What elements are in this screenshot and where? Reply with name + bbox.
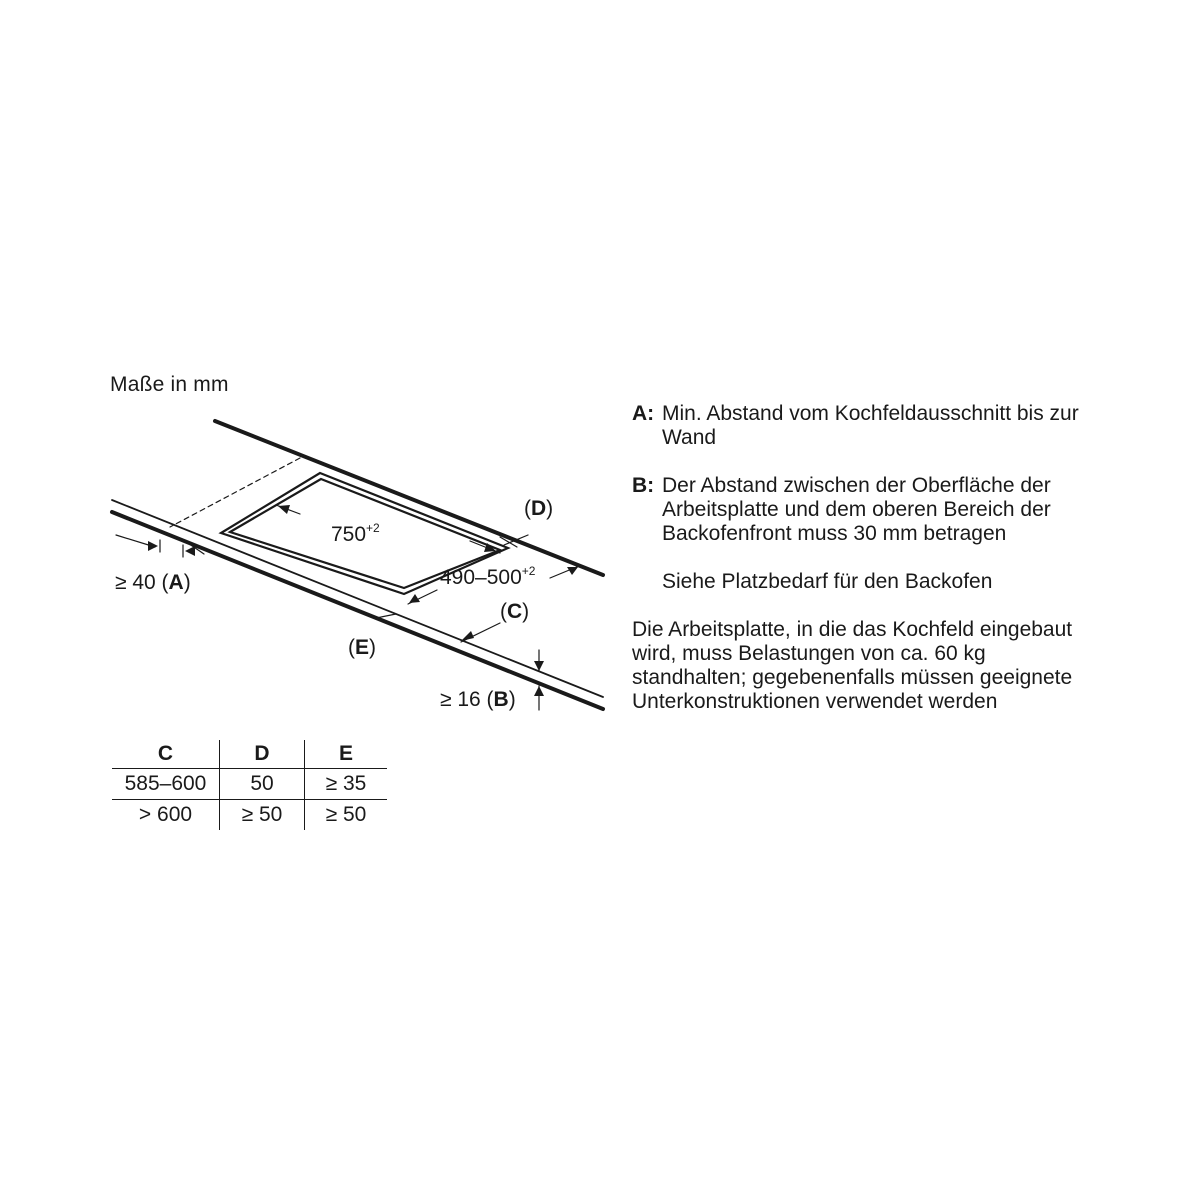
note-key: A:	[632, 402, 655, 425]
note-text: Min. Abstand vom Kochfeldausschnitt bis zur Wand	[662, 402, 1079, 449]
cell-e: ≥ 35	[305, 769, 388, 800]
cell-d: ≥ 50	[220, 800, 305, 831]
load-paragraph: Die Arbeitsplatte, in die das Kochfeld eingebaut wird, muss Belastungen von ca. 60 kg standhalten; gegebenenfalls müssen geeignete Unterkonstruktionen verwendet werden	[632, 618, 1073, 713]
label-width: $750^{+2}$	[331, 521, 380, 546]
dimension-table	[112, 740, 387, 830]
note-a	[632, 402, 1102, 450]
dashed-line	[170, 458, 300, 527]
note-b	[632, 474, 1102, 546]
label-depth: $490-500^{+2}$	[440, 564, 536, 589]
label-b: ≥ 16 (B)	[440, 688, 516, 711]
units-label: Maße in mm	[110, 373, 229, 396]
table-row	[112, 769, 387, 800]
header-c: C	[112, 740, 220, 769]
note-text: Der Abstand zwischen der Oberfläche der Arbeitsplatte und dem oberen Bereich der Backofenfront muss 30 mm betragen	[662, 474, 1051, 545]
notes-panel	[632, 402, 1102, 714]
cell-d: 50	[220, 769, 305, 800]
note-key: B:	[632, 474, 655, 497]
header-e: E	[305, 740, 388, 769]
cell-c: 585–600	[112, 769, 220, 800]
table-row	[112, 800, 387, 831]
table-header-row	[112, 740, 387, 769]
note-b-extra: Siehe Platzbedarf für den Backofen	[662, 570, 993, 593]
label-d: (D)	[524, 497, 554, 520]
label-a: ≥ 40 (A)	[115, 571, 191, 594]
label-c: (C)	[500, 600, 530, 623]
header-d: D	[220, 740, 305, 769]
cell-c: > 600	[138, 803, 193, 826]
cell-e: ≥ 50	[305, 800, 388, 831]
label-e: (E)	[348, 636, 377, 659]
